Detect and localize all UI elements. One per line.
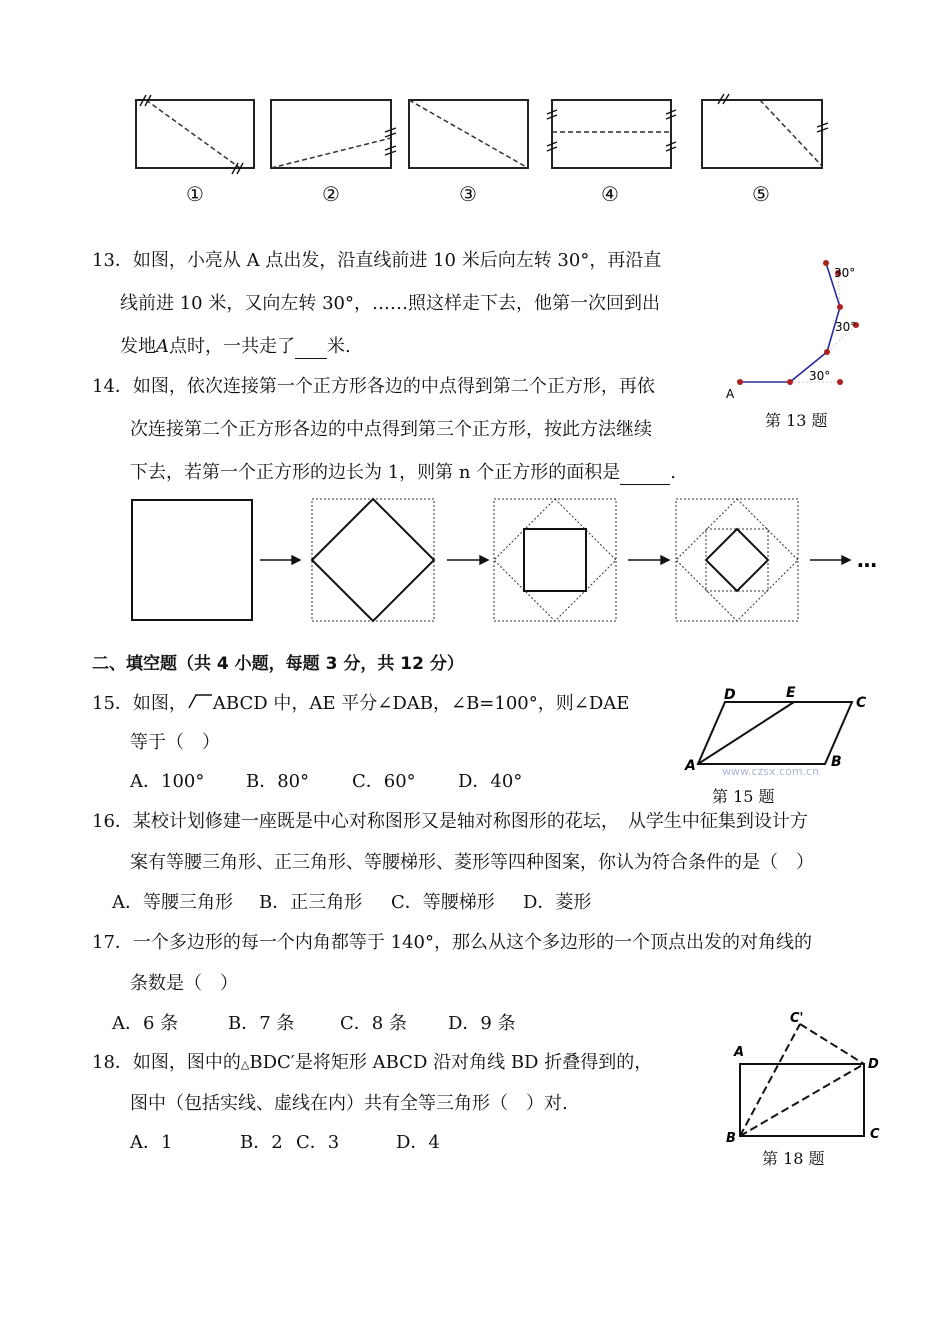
q14-squares-figure xyxy=(125,493,895,628)
q14-text-end: . xyxy=(670,462,676,483)
square-4 xyxy=(706,529,768,591)
q18-label-d: D xyxy=(868,1057,879,1072)
q18-rectangle-fold-figure xyxy=(722,1008,892,1148)
q13-line-1: 13．如图，小亮从 A 点出发，沿直线前进 10 米后向左转 30°，再沿直 xyxy=(92,250,662,271)
square-2 xyxy=(312,499,434,621)
q13-fig-angle-1: 30° xyxy=(809,369,831,383)
q15-line-2: 等于（ ） xyxy=(130,732,220,753)
q15-label-e: E xyxy=(786,685,796,701)
q14-line-1: 14．如图，依次连接第一个正方形各边的中点得到第二个正方形，再依 xyxy=(92,376,655,397)
q15-label-c: C xyxy=(856,695,867,711)
parallelogram-symbol-icon xyxy=(187,693,213,711)
q18-label-c-prime: C' xyxy=(790,1011,804,1026)
q15-text-b: ABCD 中，AE 平分∠DAB，∠B=100°，则∠DAE xyxy=(212,693,630,714)
rect-fig-5 xyxy=(702,100,822,168)
q18-option-d[interactable]: D．4 xyxy=(396,1132,440,1153)
q14-text: 下去，若第一个正方形的边长为 1，则第 n 个正方形的面积是 xyxy=(130,462,621,483)
q17-line-2: 条数是（ ） xyxy=(130,973,238,994)
q15-option-b[interactable]: B．80° xyxy=(246,771,310,792)
q13-text-c: 米. xyxy=(327,336,351,357)
q18-text-b: BDC′是将矩形 ABCD 沿对角线 BD 折叠得到的， xyxy=(249,1052,653,1073)
q16-option-c[interactable]: C．等腰梯形 xyxy=(391,892,495,913)
q17-option-c[interactable]: C．8 条 xyxy=(340,1013,407,1034)
fig-label-5: ⑤ xyxy=(752,182,770,206)
rect-fig-4 xyxy=(552,100,671,168)
square-3 xyxy=(524,529,586,591)
q14-line-2: 次连接第二个正方形各边的中点得到第三个正方形，按此方法继续 xyxy=(130,419,652,440)
q18-line-1 xyxy=(92,1051,652,1077)
q15-option-c[interactable]: C．60° xyxy=(352,771,416,792)
q13-fig-angle-3: 30° xyxy=(834,266,856,280)
q15-caption: 第 15 题 xyxy=(712,787,775,806)
fig-label-2: ② xyxy=(322,182,340,206)
q18-caption: 第 18 题 xyxy=(762,1149,825,1168)
q15-options xyxy=(130,770,522,794)
fig-label-4: ④ xyxy=(601,182,619,206)
q18-option-a[interactable]: A．1 xyxy=(130,1132,173,1153)
q14-answer-blank[interactable] xyxy=(620,464,670,485)
rect-fig-1 xyxy=(136,100,254,168)
q18-text-a: 18．如图，图中的 xyxy=(92,1052,241,1073)
q13-line-3 xyxy=(120,335,351,359)
q15-option-d[interactable]: D．40° xyxy=(458,771,523,792)
q13-point-a: A xyxy=(156,336,169,357)
q16-options xyxy=(112,891,591,915)
square-1 xyxy=(132,500,252,620)
q15-watermark: www.czsx.com.cn xyxy=(722,765,820,778)
q16-option-d[interactable]: D．菱形 xyxy=(523,892,592,913)
q18-option-c[interactable]: C．3 xyxy=(296,1132,340,1153)
q16-option-b[interactable]: B．正三角形 xyxy=(259,892,363,913)
section-2-title: 二、填空题（共 4 小题，每题 3 分，共 12 分） xyxy=(92,654,464,674)
q13-text-b: 点时，一共走了 xyxy=(169,336,295,357)
q13-text-a: 发地 xyxy=(120,336,156,357)
q17-option-d[interactable]: D．9 条 xyxy=(448,1013,516,1034)
q16-option-a[interactable]: A．等腰三角形 xyxy=(112,892,233,913)
q15-text-a: 15．如图， xyxy=(92,693,187,714)
q18-line-2: 图中（包括实线、虚线在内）共有全等三角形（ ）对. xyxy=(130,1093,568,1114)
q18-label-b: B xyxy=(726,1131,736,1146)
q18-triangle-symbol: △ xyxy=(240,1058,250,1071)
q15-label-a: A xyxy=(685,758,696,774)
q13-fig-angle-2: 30° xyxy=(835,320,857,334)
q14-line-3 xyxy=(130,461,676,485)
q15-label-d: D xyxy=(724,687,736,703)
q13-answer-blank[interactable] xyxy=(295,338,327,359)
q17-line-1: 17．一个多边形的每一个内角都等于 140°，那么从这个多边形的一个顶点出发的对角线的 xyxy=(92,932,812,953)
q18-options xyxy=(130,1131,440,1155)
q14-ellipsis: … xyxy=(857,548,877,572)
fig-label-1: ① xyxy=(186,182,204,206)
q17-options xyxy=(112,1012,516,1036)
q17-option-a[interactable]: A．6 条 xyxy=(112,1013,179,1034)
q15-option-a[interactable]: A．100° xyxy=(130,771,205,792)
q13-path-figure xyxy=(718,255,868,405)
q18-label-a: A xyxy=(734,1045,745,1060)
fig-label-3: ③ xyxy=(459,182,477,206)
q16-line-1: 16．某校计划修建一座既是中心对称图形又是轴对称图形的花坛， 从学生中征集到设计方 xyxy=(92,811,808,832)
q16-line-2: 案有等腰三角形、正三角形、等腰梯形、菱形等四种图案，你认为符合条件的是（ ） xyxy=(130,852,814,873)
rect-fig-2 xyxy=(271,100,391,168)
q18-label-c: C xyxy=(870,1127,880,1142)
q13-caption: 第 13 题 xyxy=(765,411,828,430)
q13-fig-point-label: A xyxy=(726,387,735,401)
q17-option-b[interactable]: B．7 条 xyxy=(228,1013,295,1034)
q15-parallelogram-figure xyxy=(680,682,875,782)
q15-line-1 xyxy=(92,692,629,716)
top-rectangles-figure xyxy=(0,90,950,180)
q13-line-2: 线前进 10 米，又向左转 30°，……照这样走下去，他第一次回到出 xyxy=(120,293,660,314)
q18-option-b[interactable]: B．2 xyxy=(240,1132,283,1153)
q15-label-b: B xyxy=(831,754,842,770)
